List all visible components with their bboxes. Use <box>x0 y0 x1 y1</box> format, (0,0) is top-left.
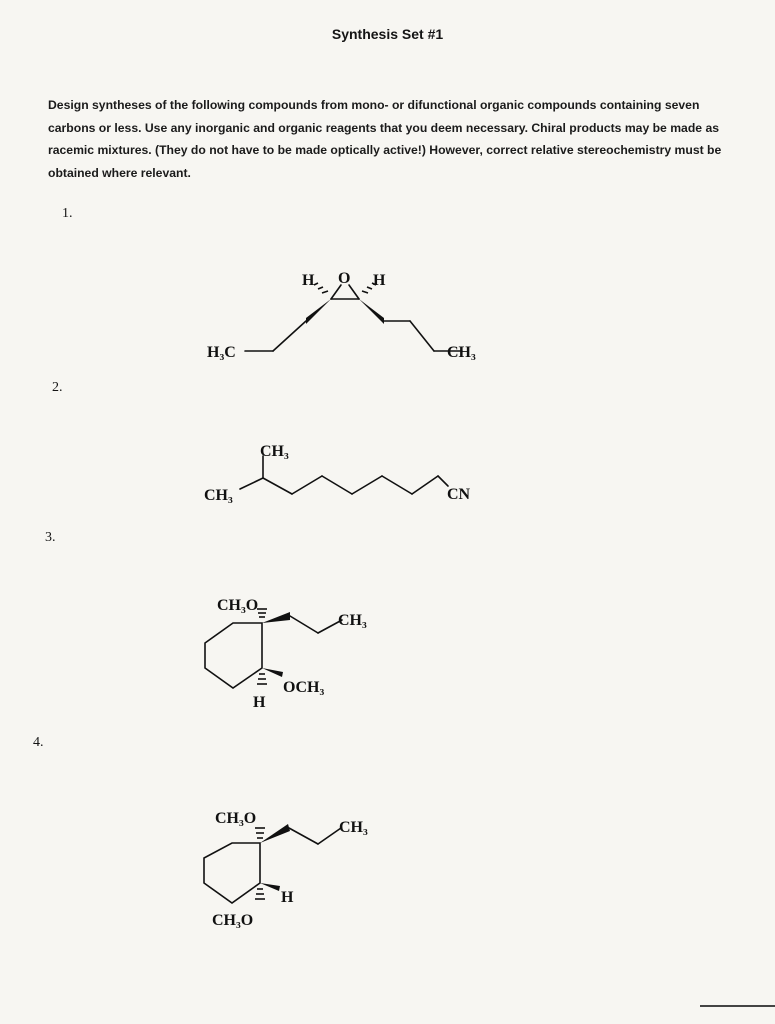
methoxy-label: CH₃O <box>212 912 254 929</box>
methyl-label: CH₃ <box>260 443 289 460</box>
problem-3-number: 3. <box>45 530 56 545</box>
structure-3-dimethoxy <box>0 590 775 720</box>
nitrile-label: CN <box>447 486 471 503</box>
problem-1-number: 1. <box>62 206 73 221</box>
methyl-label-right: CH₃ <box>447 344 476 361</box>
h-label: H <box>281 889 294 906</box>
h-label: H <box>302 272 315 289</box>
methoxy-label: OCH₃ <box>283 679 325 696</box>
oxygen-label: O <box>338 270 351 287</box>
methyl-label: CH₃ <box>338 612 367 629</box>
problem-2-number: 2. <box>52 380 63 395</box>
page-edge-line <box>700 1005 775 1007</box>
methyl-label: CH₃ <box>339 819 368 836</box>
h-label: H <box>253 694 266 711</box>
structure-2-nitrile <box>0 440 775 520</box>
methoxy-label: CH₃O <box>217 597 259 614</box>
methyl-label-left: H₃C <box>207 344 236 361</box>
page-title: Synthesis Set #1 <box>331 26 444 42</box>
instructions-paragraph: Design syntheses of the following compounds from mono- or difunctional organic compounds containing seven carbons or less. Use any inorganic and organic reagents that you deem necessary. Chiral products may be made as racemic mixtures. (They do not have to be made optically active!) However, correct relative stereochemistry must be obtained where relevant. <box>48 98 722 180</box>
methyl-label: CH₃ <box>204 487 233 504</box>
structure-1-epoxide <box>0 262 775 392</box>
h-label: H <box>373 272 386 289</box>
methoxy-label: CH₃O <box>215 810 257 827</box>
structure-4-dimethoxy <box>0 795 775 935</box>
problem-4-number: 4. <box>33 735 44 750</box>
